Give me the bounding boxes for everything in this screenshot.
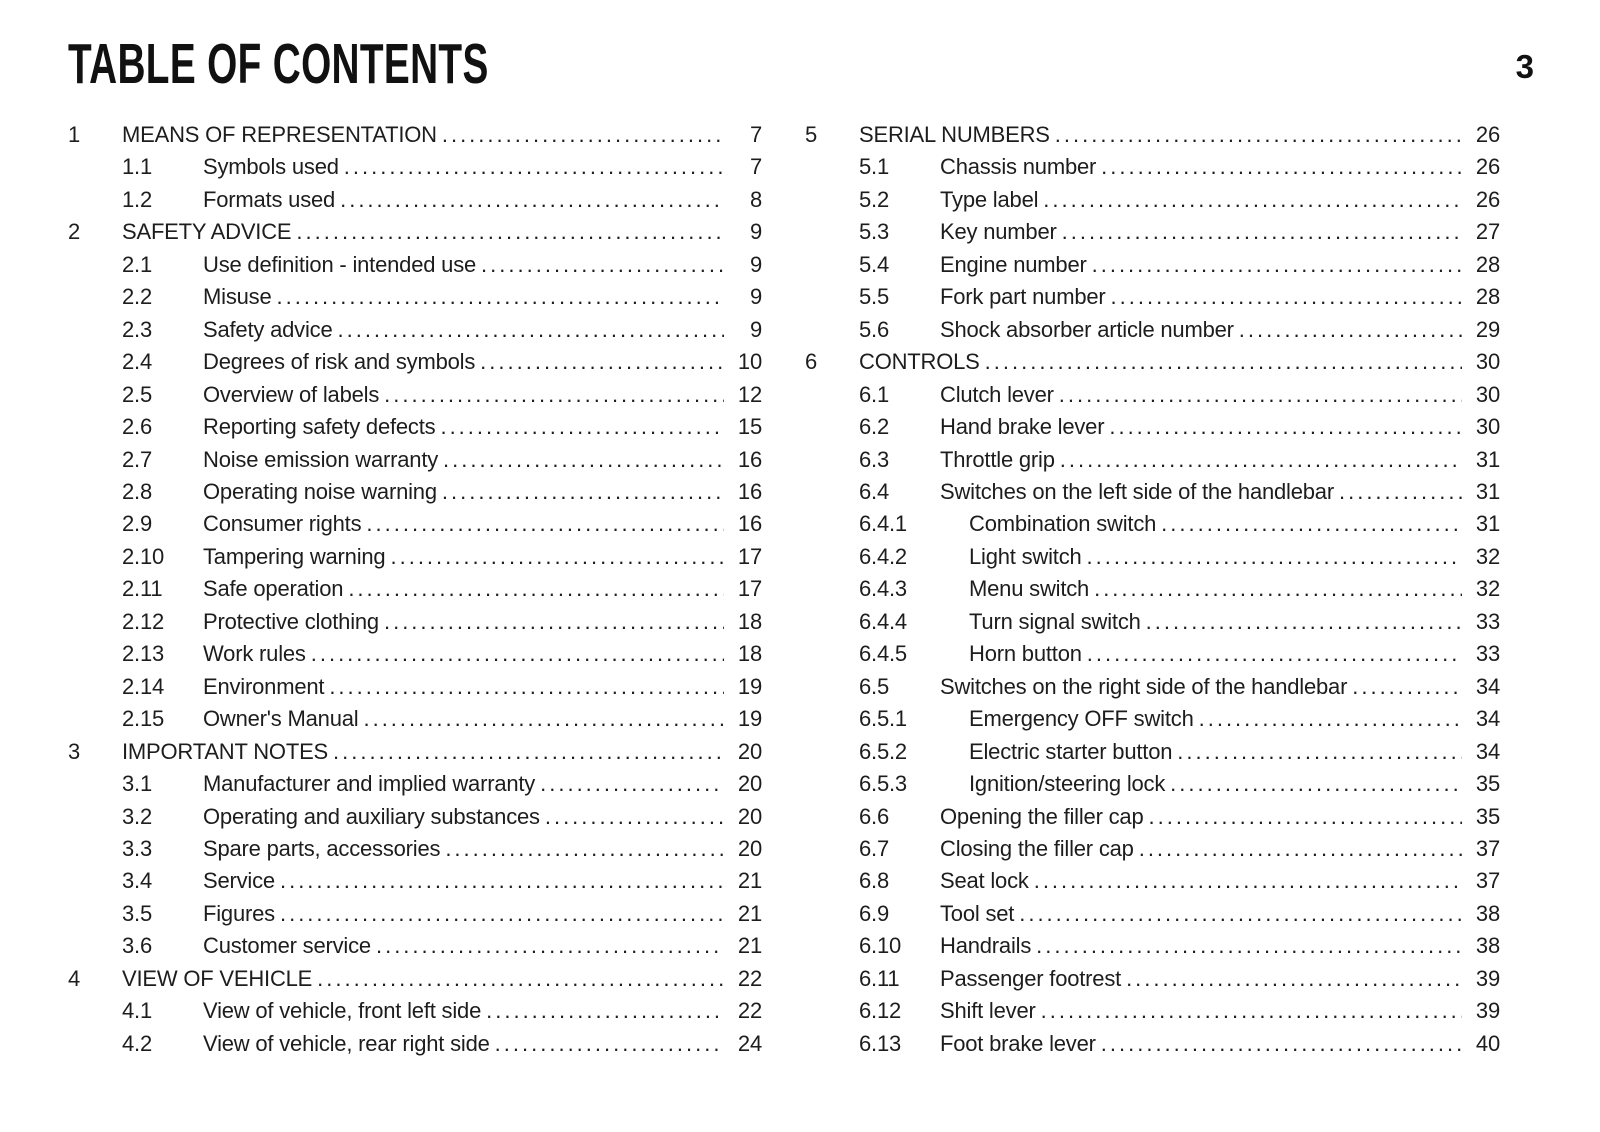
dot-leader — [280, 865, 724, 897]
dot-leader — [311, 638, 724, 670]
toc-entry-page: 19 — [737, 706, 762, 732]
toc-entry-number: 6.2 — [859, 414, 889, 440]
toc-entry — [68, 768, 762, 800]
toc-entry-title: Degrees of risk and symbols — [203, 349, 476, 375]
toc-entry — [68, 216, 762, 248]
toc-entry-page: 17 — [737, 576, 762, 602]
toc-entry-number: 1.2 — [122, 186, 152, 212]
toc-entry — [68, 963, 762, 995]
toc-entry — [805, 184, 1500, 216]
dot-leader — [1034, 865, 1462, 897]
toc-entry-title: Symbols used — [203, 154, 339, 180]
toc-entry-number: 6.5.1 — [859, 706, 907, 732]
toc-entry-page: 9 — [749, 284, 762, 310]
dot-leader — [384, 379, 724, 411]
toc-entry-number: 2.4 — [122, 349, 152, 375]
toc-entry — [805, 671, 1500, 703]
toc-entry-number: 3.3 — [122, 835, 152, 861]
toc-entry — [805, 898, 1500, 930]
toc-entry-title: Spare parts, accessories — [203, 835, 441, 861]
toc-entry — [805, 833, 1500, 865]
dot-leader — [366, 508, 724, 540]
toc-entry-number: 6.5 — [859, 673, 889, 699]
toc-entry-number: 1 — [68, 122, 81, 147]
toc-entry-page: 21 — [737, 933, 762, 959]
dot-leader — [333, 736, 724, 768]
toc-entry — [68, 606, 762, 638]
dot-leader — [280, 898, 724, 930]
dot-leader — [1161, 508, 1462, 540]
toc-entry — [68, 379, 762, 411]
toc-entry-title: Throttle grip — [940, 446, 1055, 472]
toc-entry-number: 2.15 — [122, 706, 165, 732]
toc-entry-title: Protective clothing — [203, 608, 379, 634]
toc-entry-title: View of vehicle, front left side — [203, 998, 482, 1024]
toc-entry-number: 5 — [805, 122, 818, 147]
toc-entry-number: 3 — [68, 738, 81, 764]
dot-leader — [985, 346, 1462, 378]
toc-entry-number: 5.4 — [859, 251, 889, 277]
toc-entry-number: 6.12 — [859, 998, 902, 1024]
toc-entry-number: 5.1 — [859, 154, 889, 180]
toc-entry-page: 40 — [1475, 1030, 1500, 1056]
toc-entry-number: 2 — [68, 219, 81, 245]
dot-leader — [1019, 898, 1462, 930]
dot-leader — [443, 444, 724, 476]
toc-entry-number: 2.13 — [122, 641, 165, 667]
toc-entry-page: 34 — [1475, 706, 1500, 732]
toc-entry-number: 3.6 — [122, 933, 152, 959]
toc-entry-number: 6.10 — [859, 933, 902, 959]
toc-entry-number: 6.4.2 — [859, 543, 907, 569]
toc-entry-page: 28 — [1475, 284, 1500, 310]
toc-entry — [805, 444, 1500, 476]
dot-leader — [1111, 281, 1462, 313]
toc-entry-page: 39 — [1475, 965, 1500, 991]
toc-entry-title: Clutch lever — [940, 381, 1054, 407]
toc-entry-title: Operating noise warning — [203, 478, 437, 504]
dot-leader — [1062, 216, 1462, 248]
toc-entry-page: 16 — [737, 446, 762, 472]
dot-leader — [390, 541, 724, 573]
toc-entry-title: SAFETY ADVICE — [122, 219, 292, 245]
toc-entry-title: Noise emission warranty — [203, 446, 439, 472]
toc-entry-number: 3.4 — [122, 868, 152, 894]
toc-entry-page: 30 — [1475, 381, 1500, 407]
toc-entry-title: Shock absorber article number — [940, 316, 1234, 342]
toc-entry-number: 2.3 — [122, 316, 152, 342]
toc-entry-number: 6.6 — [859, 803, 889, 829]
toc-entry-title: Hand brake lever — [940, 414, 1105, 440]
toc-entry — [805, 606, 1500, 638]
toc-entry-page: 37 — [1475, 835, 1500, 861]
toc-entry-number: 2.7 — [122, 446, 152, 472]
dot-leader — [384, 606, 724, 638]
toc-entry-page: 34 — [1475, 738, 1500, 764]
toc-entry — [68, 508, 762, 540]
toc-entry-number: 6.13 — [859, 1030, 902, 1056]
toc-entry-page: 33 — [1475, 641, 1500, 667]
toc-entry — [68, 930, 762, 962]
toc-entry-title: Fork part number — [940, 284, 1106, 310]
toc-entry-page: 32 — [1475, 576, 1500, 602]
toc-entry-title: Passenger footrest — [940, 965, 1122, 991]
toc-entry — [68, 833, 762, 865]
toc-entry-page: 31 — [1475, 511, 1500, 537]
dot-leader — [1043, 184, 1462, 216]
toc-entry-title: Environment — [203, 673, 325, 699]
toc-entry — [68, 898, 762, 930]
dot-leader — [1055, 119, 1462, 151]
toc-entry-number: 2.10 — [122, 543, 165, 569]
dot-leader — [363, 703, 724, 735]
dot-leader — [445, 833, 724, 865]
dot-leader — [1339, 476, 1462, 508]
toc-entry-title: Menu switch — [969, 576, 1090, 602]
toc-column-right — [805, 119, 1500, 1060]
dot-leader — [1092, 249, 1462, 281]
toc-entry-title: Key number — [940, 219, 1057, 245]
toc-entry-page: 15 — [737, 414, 762, 440]
toc-entry-page: 31 — [1475, 478, 1500, 504]
toc-entry-number: 5.6 — [859, 316, 889, 342]
dot-leader — [376, 930, 724, 962]
toc-entry-page: 22 — [737, 965, 762, 991]
dot-leader — [1041, 995, 1462, 1027]
toc-entry — [68, 995, 762, 1027]
toc-entry — [805, 249, 1500, 281]
toc-entry-title: SERIAL NUMBERS — [859, 122, 1050, 147]
toc-column-left — [68, 119, 762, 1060]
toc-entry-page: 30 — [1475, 349, 1500, 375]
toc-entry-page: 26 — [1475, 122, 1500, 147]
toc-entry-title: Operating and auxiliary substances — [203, 803, 540, 829]
toc-entry-page: 9 — [749, 219, 762, 245]
toc-entry — [805, 703, 1500, 735]
toc-entry-number: 5.3 — [859, 219, 889, 245]
dot-leader — [442, 476, 724, 508]
dot-leader — [1126, 963, 1462, 995]
toc-entry-title: Engine number — [940, 251, 1087, 277]
toc-entry — [805, 638, 1500, 670]
toc-entry-number: 2.8 — [122, 478, 152, 504]
toc-entry-title: Misuse — [203, 284, 272, 310]
toc-entry — [68, 249, 762, 281]
page-number-folio: 3 — [1515, 48, 1534, 85]
toc-entry-page: 22 — [737, 998, 762, 1024]
dot-leader — [344, 151, 724, 183]
dot-leader — [277, 281, 725, 313]
toc-entry-title: Tool set — [940, 900, 1015, 926]
toc-entry-title: Handrails — [940, 933, 1032, 959]
toc-entry-number: 6.4.4 — [859, 608, 907, 634]
toc-entry-title: Type label — [940, 186, 1039, 212]
toc-entry-number: 2.5 — [122, 381, 152, 407]
toc-entry-number: 2.14 — [122, 673, 165, 699]
toc-entry — [68, 314, 762, 346]
page-title: TABLE OF CONTENTS — [68, 32, 489, 96]
toc-entry-page: 35 — [1475, 771, 1500, 797]
toc-entry-title: MEANS OF REPRESENTATION — [122, 122, 437, 147]
toc-entry-title: CONTROLS — [859, 349, 980, 375]
toc-entry-page: 24 — [737, 1030, 762, 1056]
toc-entry — [805, 281, 1500, 313]
toc-entry-title: Overview of labels — [203, 381, 380, 407]
toc-entry — [805, 379, 1500, 411]
toc-entry-page: 8 — [749, 186, 762, 212]
toc-entry-title: Foot brake lever — [940, 1030, 1096, 1056]
toc-entry-page: 19 — [737, 673, 762, 699]
toc-entry-number: 4.2 — [122, 1030, 152, 1056]
toc-entry — [68, 638, 762, 670]
toc-entry-number: 6.8 — [859, 868, 889, 894]
toc-entry-page: 34 — [1475, 673, 1500, 699]
toc-entry-number: 2.12 — [122, 608, 165, 634]
toc-entry-number: 3.5 — [122, 900, 152, 926]
dot-leader — [1170, 768, 1462, 800]
toc-entry-page: 21 — [737, 868, 762, 894]
toc-entry-number: 4 — [68, 965, 81, 991]
toc-entry-title: Closing the filler cap — [940, 835, 1134, 861]
toc-entry-page: 26 — [1475, 154, 1500, 180]
toc-entry — [68, 1028, 762, 1060]
toc-entry-title: Emergency OFF switch — [969, 706, 1194, 732]
toc-entry-number: 2.1 — [122, 251, 152, 277]
toc-entry-page: 7 — [749, 122, 762, 147]
dot-leader — [337, 314, 724, 346]
toc-entry-title: Chassis number — [940, 154, 1097, 180]
toc-entry-number: 4.1 — [122, 998, 152, 1024]
toc-entry-title: Figures — [203, 900, 275, 926]
toc-entry-number: 2.2 — [122, 284, 152, 310]
toc-entry — [805, 768, 1500, 800]
toc-entry-title: Reporting safety defects — [203, 414, 436, 440]
dot-leader — [1177, 736, 1462, 768]
dot-leader — [1060, 444, 1462, 476]
toc-entry-title: Combination switch — [969, 511, 1157, 537]
toc-entry-page: 18 — [737, 641, 762, 667]
toc-entry-page: 38 — [1475, 900, 1500, 926]
toc-entry — [805, 411, 1500, 443]
dot-leader — [1036, 930, 1462, 962]
toc-entry — [805, 541, 1500, 573]
toc-entry-title: Switches on the left side of the handlebar — [940, 478, 1334, 504]
toc-entry — [68, 411, 762, 443]
toc-entry-title: IMPORTANT NOTES — [122, 738, 329, 764]
toc-entry — [805, 801, 1500, 833]
toc-entry-page: 27 — [1475, 219, 1500, 245]
toc-entry-page: 16 — [737, 478, 762, 504]
toc-entry-page: 31 — [1475, 446, 1500, 472]
dot-leader — [296, 216, 724, 248]
toc-entry — [68, 801, 762, 833]
toc-entry-title: Consumer rights — [203, 511, 362, 537]
toc-entry — [805, 930, 1500, 962]
toc-entry — [805, 995, 1500, 1027]
toc-entry-page: 12 — [737, 381, 762, 407]
toc-entry-title: Safe operation — [203, 576, 344, 602]
toc-entry-title: VIEW OF VEHICLE — [122, 965, 313, 991]
toc-entry-number: 5.2 — [859, 186, 889, 212]
dot-leader — [1059, 379, 1462, 411]
toc-entry-title: Shift lever — [940, 998, 1036, 1024]
toc-entry-title: Light switch — [969, 543, 1082, 569]
toc-entry-page: 28 — [1475, 251, 1500, 277]
toc-entry — [68, 865, 762, 897]
toc-entry-number: 6 — [805, 349, 818, 375]
dot-leader — [486, 995, 724, 1027]
toc-entry-title: Owner's Manual — [203, 706, 359, 732]
toc-entry-title: Opening the filler cap — [940, 803, 1144, 829]
toc-entry-title: Horn button — [969, 641, 1082, 667]
toc-entry-page: 20 — [737, 771, 762, 797]
toc-entry-title: Service — [203, 868, 275, 894]
dot-leader — [340, 184, 724, 216]
toc-columns — [68, 119, 1536, 1060]
toc-entry-number: 6.4 — [859, 478, 889, 504]
toc-entry-page: 7 — [749, 154, 762, 180]
toc-entry — [805, 314, 1500, 346]
toc-entry-number: 6.9 — [859, 900, 889, 926]
toc-entry-title: Use definition - intended use — [203, 251, 477, 277]
toc-entry — [805, 573, 1500, 605]
toc-entry-title: Ignition/steering lock — [969, 771, 1166, 797]
toc-entry-title: Work rules — [203, 641, 306, 667]
dot-leader — [1101, 151, 1462, 183]
toc-entry-page: 20 — [737, 738, 762, 764]
toc-entry-number: 1.1 — [122, 154, 152, 180]
toc-entry — [805, 346, 1500, 378]
toc-entry — [68, 281, 762, 313]
toc-entry-number: 2.11 — [122, 576, 163, 602]
toc-entry-page: 38 — [1475, 933, 1500, 959]
toc-entry — [68, 444, 762, 476]
dot-leader — [1239, 314, 1462, 346]
toc-entry-page: 35 — [1475, 803, 1500, 829]
toc-entry-page: 32 — [1475, 543, 1500, 569]
toc-entry-title: Tampering warning — [203, 543, 386, 569]
dot-leader — [1109, 411, 1462, 443]
toc-entry-title: Switches on the right side of the handlebar — [940, 673, 1348, 699]
toc-entry-page: 18 — [737, 608, 762, 634]
toc-entry — [805, 1028, 1500, 1060]
toc-entry — [805, 216, 1500, 248]
toc-entry-title: Turn signal switch — [969, 608, 1141, 634]
toc-entry — [805, 508, 1500, 540]
dot-leader — [442, 119, 724, 151]
toc-entry-number: 6.4.3 — [859, 576, 907, 602]
toc-entry — [805, 736, 1500, 768]
dot-leader — [540, 768, 724, 800]
dot-leader — [1087, 638, 1462, 670]
toc-entry-number: 6.1 — [859, 381, 889, 407]
dot-leader — [1087, 541, 1462, 573]
toc-entry-page: 10 — [737, 349, 762, 375]
dot-leader — [1149, 801, 1462, 833]
toc-entry-number: 6.11 — [859, 965, 900, 991]
toc-entry-number: 6.5.3 — [859, 771, 907, 797]
toc-entry — [805, 476, 1500, 508]
dot-leader — [481, 249, 724, 281]
toc-entry-page: 9 — [749, 316, 762, 342]
toc-entry-number: 5.5 — [859, 284, 889, 310]
toc-entry — [68, 346, 762, 378]
toc-entry-number: 2.6 — [122, 414, 152, 440]
toc-entry — [68, 671, 762, 703]
toc-entry-number: 6.4.1 — [859, 511, 907, 537]
dot-leader — [1094, 573, 1462, 605]
toc-entry-page: 26 — [1475, 186, 1500, 212]
toc-entry — [68, 119, 762, 151]
toc-entry-number: 6.7 — [859, 835, 889, 861]
dot-leader — [1101, 1028, 1462, 1060]
toc-entry-page: 9 — [749, 251, 762, 277]
dot-leader — [440, 411, 724, 443]
toc-entry — [68, 736, 762, 768]
toc-entry-page: 29 — [1475, 316, 1500, 342]
toc-entry-title: Electric starter button — [969, 738, 1173, 764]
dot-leader — [1146, 606, 1462, 638]
toc-entry-page: 33 — [1475, 608, 1500, 634]
toc-entry-title: Formats used — [203, 186, 336, 212]
dot-leader — [329, 671, 724, 703]
toc-entry-title: View of vehicle, rear right side — [203, 1030, 490, 1056]
dot-leader — [1139, 833, 1462, 865]
toc-entry-page: 16 — [737, 511, 762, 537]
dot-leader — [495, 1028, 724, 1060]
toc-entry-title: Seat lock — [940, 868, 1029, 894]
dot-leader — [317, 963, 724, 995]
toc-entry-page: 39 — [1475, 998, 1500, 1024]
toc-entry — [68, 476, 762, 508]
toc-entry — [805, 151, 1500, 183]
toc-entry-title: Manufacturer and implied warranty — [203, 771, 536, 797]
toc-entry — [68, 573, 762, 605]
dot-leader — [1199, 703, 1462, 735]
toc-entry — [805, 963, 1500, 995]
toc-entry-page: 20 — [737, 835, 762, 861]
toc-entry — [68, 184, 762, 216]
dot-leader — [480, 346, 724, 378]
toc-entry-number: 6.4.5 — [859, 641, 907, 667]
toc-entry-title: Customer service — [203, 933, 371, 959]
toc-entry-page: 37 — [1475, 868, 1500, 894]
toc-entry-page: 17 — [737, 543, 762, 569]
toc-entry-page: 21 — [737, 900, 762, 926]
toc-entry-number: 3.2 — [122, 803, 152, 829]
toc-entry-page: 30 — [1475, 414, 1500, 440]
dot-leader — [348, 573, 724, 605]
toc-entry-number: 6.5.2 — [859, 738, 907, 764]
dot-leader — [1352, 671, 1462, 703]
toc-entry — [68, 151, 762, 183]
toc-entry — [805, 119, 1500, 151]
toc-entry-number: 6.3 — [859, 446, 889, 472]
toc-entry-title: Safety advice — [203, 316, 333, 342]
toc-entry-number: 2.9 — [122, 511, 152, 537]
toc-entry — [68, 541, 762, 573]
dot-leader — [545, 801, 724, 833]
toc-entry — [68, 703, 762, 735]
toc-entry-number: 3.1 — [122, 771, 152, 797]
toc-entry-page: 20 — [737, 803, 762, 829]
toc-entry — [805, 865, 1500, 897]
